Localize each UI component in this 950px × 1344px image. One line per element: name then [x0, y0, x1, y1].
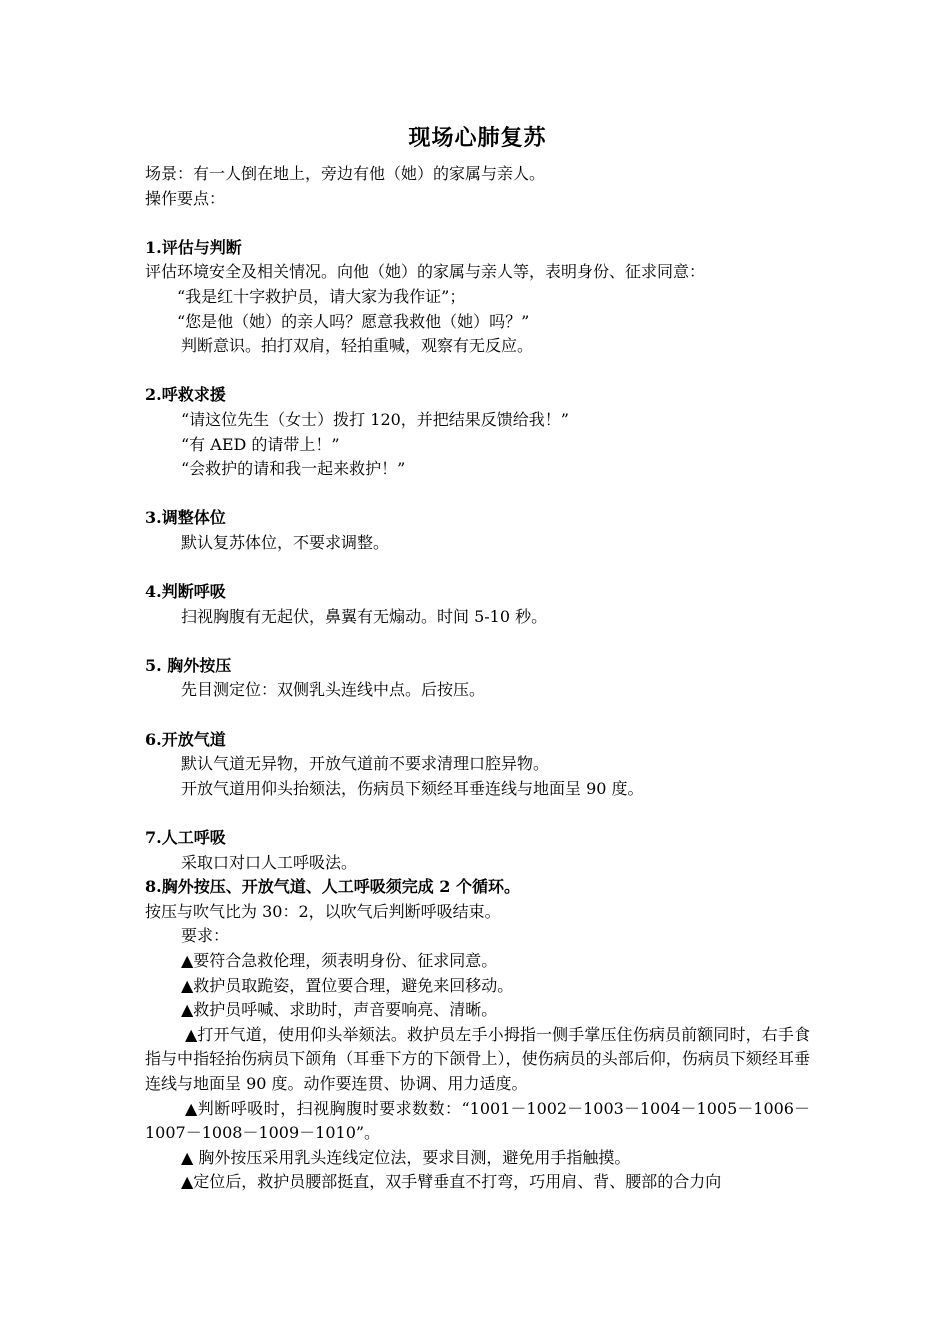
section-1-line-1: 评估环境安全及相关情况。向他（她）的家属与亲人等，表明身份、征求同意：: [145, 262, 706, 282]
section-2-line-3: “会救护的请和我一起来救护！”: [181, 459, 406, 479]
spacer: [145, 211, 810, 236]
section-6-line-2: 开放气道用仰头抬颏法，伤病员下颏经耳垂连线与地面呈 90 度。: [181, 778, 644, 798]
section-8-heading: 8.胸外按压、开放气道、人工呼吸须完成 2 个循环。: [145, 877, 520, 897]
section-3-line-1: 默认复苏体位，不要求调整。: [181, 532, 390, 552]
spacer: [145, 629, 810, 654]
section-7-heading: 7.人工呼吸: [145, 828, 226, 848]
spacer: [145, 801, 810, 826]
section-6-line-1: 默认气道无异物，开放气道前不要求清理口腔异物。: [181, 754, 550, 774]
spacer: [145, 703, 810, 728]
section-1-line-4: 判断意识。拍打双肩，轻拍重喊，观察有无反应。: [181, 336, 534, 356]
section-4-heading: 4.判断呼吸: [145, 582, 226, 602]
section-5-heading: 5. 胸外按压: [145, 655, 232, 675]
section-2-line-2: “有 AED 的请带上！”: [181, 434, 340, 454]
section-7-line-1: 采取口对口人工呼吸法。: [181, 852, 358, 872]
section-2-line-1: “请这位先生（女士）拨打 120，并把结果反馈给我！”: [181, 409, 569, 429]
requirement-6: ▲ 胸外按压采用乳头连线定位法，要求目测，避免用手指触摸。: [181, 1147, 631, 1167]
requirement-1: ▲要符合急救伦理，须表明身份、征求同意。: [181, 951, 498, 970]
scene-text: 场景：有一人倒在地上，旁边有他（她）的家属与亲人。: [145, 164, 546, 183]
spacer: [145, 359, 810, 384]
requirement-4: ▲打开气道，使用仰头举颏法。救护员左手小拇指一侧手掌压住伤病员前额同时，右手食指与中指轻抬伤病员下颌角（耳垂下方的下颌骨上），使伤病员的头部后仰，伤病员下颏经耳垂连线与地面呈 90 度。动作要连贯、协调、用力适度。: [145, 1024, 810, 1093]
requirement-7: ▲定位后，救护员腰部挺直，双手臂垂直不打弯，巧用肩、背、腰部的合力向: [181, 1172, 722, 1192]
section-6-heading: 6.开放气道: [145, 729, 226, 749]
points-label: 操作要点：: [145, 188, 226, 208]
section-5-line-1: 先目测定位：双侧乳头连线中点。后按压。: [181, 680, 486, 700]
requirements-label: 要求：: [181, 926, 230, 946]
requirement-2: ▲救护员取跪姿，置位要合理，避免来回移动。: [181, 975, 514, 995]
spacer: [145, 482, 810, 507]
document-title: 现场心肺复苏: [408, 126, 547, 151]
requirement-3: ▲救护员呼喊、求助时，声音要响亮、清晰。: [181, 1000, 498, 1020]
section-1-line-2: “我是红十字救护员，请大家为我作证”；: [177, 286, 466, 306]
section-3-heading: 3.调整体位: [145, 508, 226, 528]
requirement-5: ▲判断呼吸时，扫视胸腹时要求数数：“1001－1002－1003－1004－1005－1006－1007－1008－1009－1010”。: [145, 1098, 810, 1143]
section-2-heading: 2.呼救求援: [145, 385, 226, 405]
section-1-heading: 1.评估与判断: [145, 237, 242, 257]
section-4-line-1: 扫视胸腹有无起伏，鼻翼有无煽动。时间 5-10 秒。: [181, 606, 548, 626]
section-1-line-3: “您是他（她）的亲人吗？愿意我救他（她）吗？”: [177, 311, 530, 331]
spacer: [145, 556, 810, 581]
section-8-line-1: 按压与吹气比为 30：2，以吹气后判断呼吸结束。: [145, 901, 501, 921]
